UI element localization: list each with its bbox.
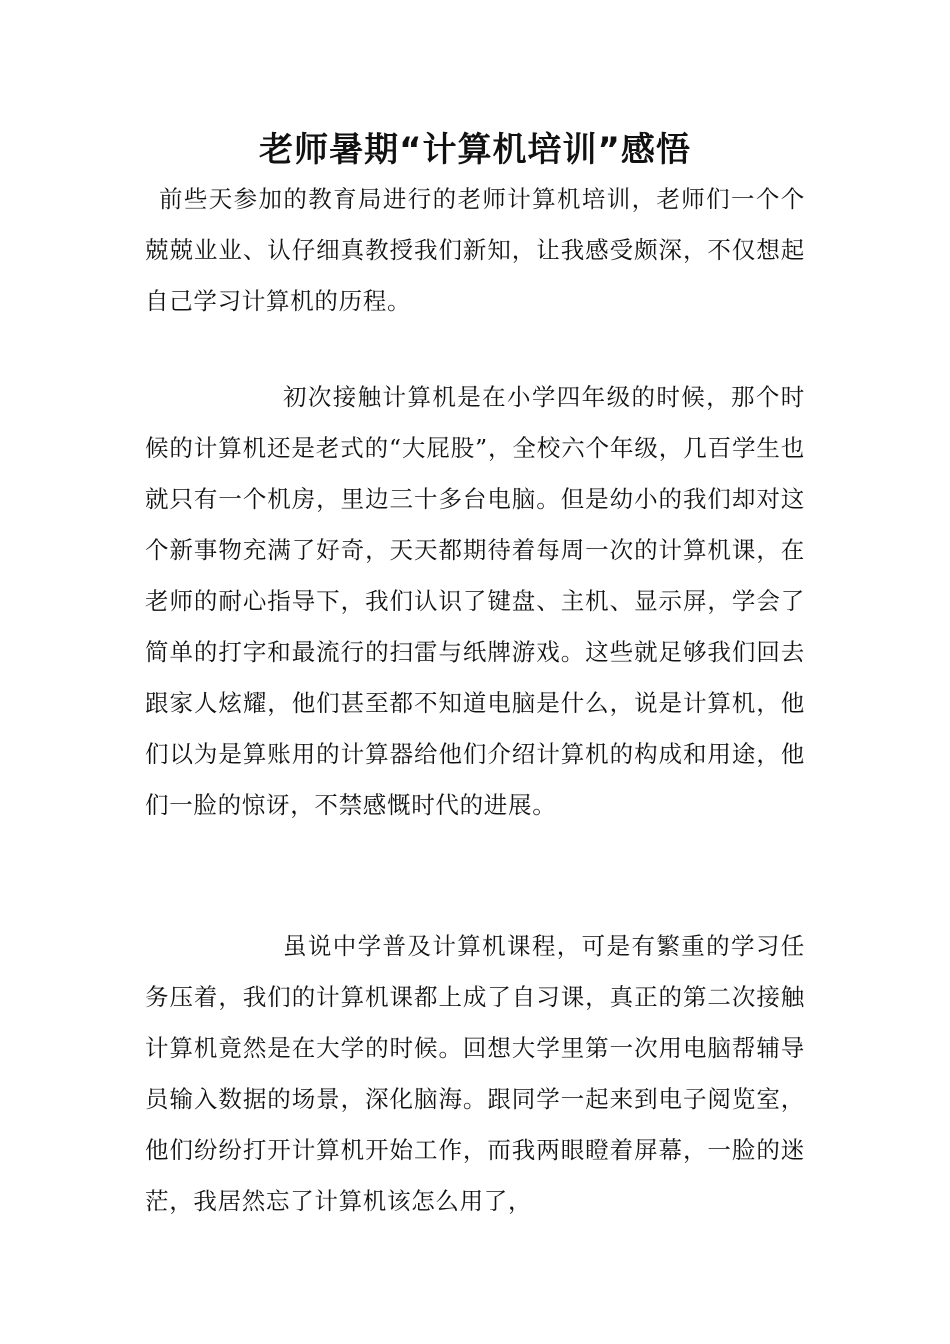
- paragraph-2: 初次接触计算机是在小学四年级的时候，那个时候的计算机还是老式的“大屁股”，全校六个年级，几百学生也就只有一个机房，里边三十多台电脑。但是幼小的我们却对这个新事物充满了好奇，天天都期待着每周一次的计算机课，在老师的耐心指导下，我们认识了键盘、主机、显示屏，学会了简单的打字和最流行的扫雷与纸牌游戏。这些就足够我们回去跟家人炫耀，他们甚至都不知道电脑是什么，说是计算机，他们以为是算账用的计算器给他们介绍计算机的构成和用途，他们一脸的惊讶，不禁感慨时代的进展。: [145, 383, 805, 819]
- document-title: 老师暑期“计算机培训”感悟: [259, 130, 691, 170]
- paragraph-1: 前些天参加的教育局进行的老师计算机培训，老师们一个个兢兢业业、认仔细真教授我们新知，让我感受颇深，不仅想起自己学习计算机的历程。: [145, 185, 805, 315]
- paragraph-3: 虽说中学普及计算机课程，可是有繁重的学习任务压着，我们的计算机课都上成了自习课，真正的第二次接触计算机竟然是在大学的时候。回想大学里第一次用电脑帮辅导员输入数据的场景，深化脑海。跟同学一起来到电子阅览室，他们纷纷打开计算机开始工作，而我两眼瞪着屏幕，一脸的迷茫，我居然忘了计算机该怎么用了，: [145, 932, 805, 1215]
